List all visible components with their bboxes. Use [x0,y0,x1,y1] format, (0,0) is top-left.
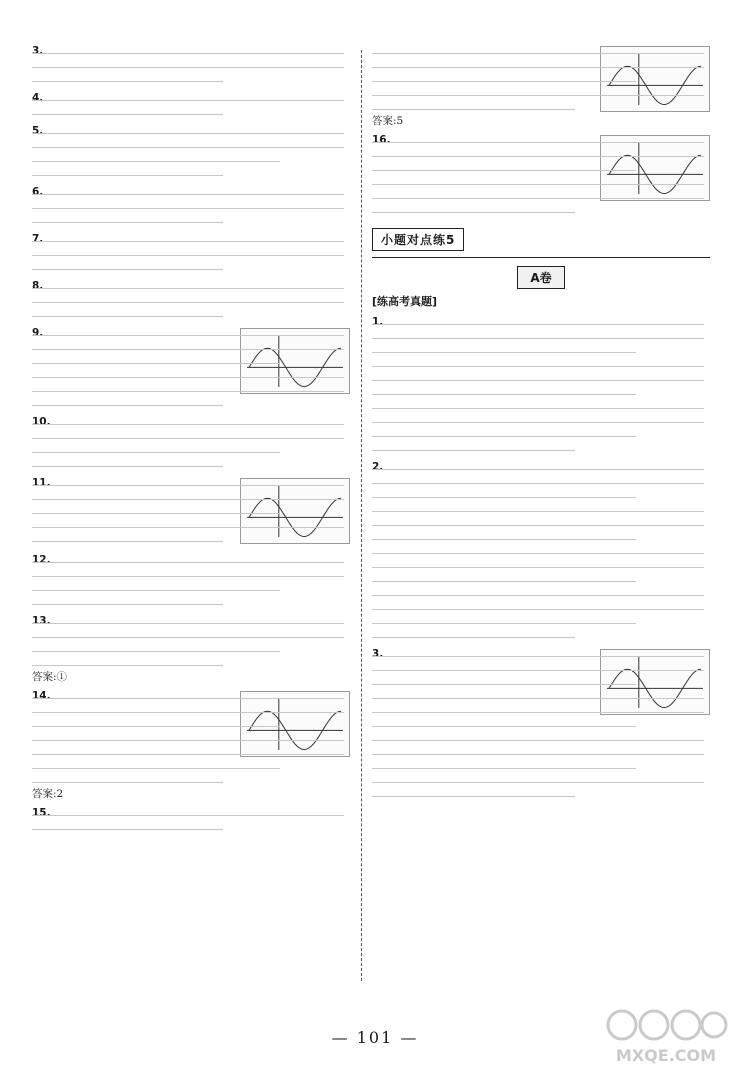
unreadable-line [372,661,710,675]
unreadable-line [32,595,350,609]
unreadable-line [32,382,350,396]
right-column [372,44,710,991]
unreadable-line [32,232,350,246]
item-number: 16. [372,134,391,146]
solution-item [32,806,350,834]
item-number: 4. [32,92,44,104]
page-number: — 101 — [331,1028,419,1047]
unreadable-line [372,357,710,371]
unreadable-line [32,553,350,567]
unreadable-line [32,91,350,105]
unreadable-line [32,532,350,546]
solution-item [32,614,350,684]
unreadable-line [372,731,710,745]
unreadable-line [32,443,350,457]
unreadable-line [372,787,710,801]
solution-item [32,232,350,274]
unreadable-line [372,745,710,759]
unreadable-line [32,260,350,274]
unreadable-line [372,516,710,530]
item-number: 8. [32,280,44,292]
unreadable-line [372,600,710,614]
solution-item [32,44,350,86]
unreadable-line [372,161,710,175]
item-number: 7. [32,233,44,245]
section-header [372,222,710,258]
solution-item [32,476,350,548]
unreadable-line [372,413,710,427]
unreadable-line [372,586,710,600]
unreadable-line [372,86,710,100]
solution-item [372,44,710,128]
unreadable-line [32,340,350,354]
unreadable-line [32,368,350,382]
unreadable-line [32,307,350,321]
unreadable-line [32,773,350,787]
unreadable-line [32,138,350,152]
unreadable-line [32,199,350,213]
unreadable-line [372,100,710,114]
unreadable-line [372,675,710,689]
solution-item [32,553,350,609]
section-title: 小题对点练5 [372,228,464,251]
unreadable-line [32,476,350,490]
unreadable-line [372,371,710,385]
left-column [32,44,350,991]
unreadable-line [372,628,710,642]
solution-item [32,279,350,321]
unreadable-line [372,441,710,455]
unreadable-line [32,166,350,180]
unreadable-line [372,203,710,217]
item-number: 5. [32,125,44,137]
solution-item [32,185,350,227]
unreadable-line [32,457,350,471]
answer-line: 答案:5 [372,115,404,127]
solution-item [32,415,350,471]
unreadable-line [32,504,350,518]
unreadable-line [372,759,710,773]
item-number: 3. [32,45,44,57]
unreadable-line [372,717,710,731]
unreadable-line [372,44,710,58]
unreadable-line [32,642,350,656]
item-number: 11. [32,477,51,489]
unreadable-line [372,474,710,488]
unreadable-line [32,58,350,72]
unreadable-line [372,773,710,787]
answer-line: 答案:2 [32,788,64,800]
solution-item [32,91,350,119]
unreadable-line [32,246,350,260]
unreadable-line [372,329,710,343]
unreadable-line [32,628,350,642]
unreadable-line [372,343,710,357]
unreadable-line [32,326,350,340]
item-number: 6. [32,186,44,198]
unreadable-line [32,415,350,429]
unreadable-line [32,72,350,86]
unreadable-line [32,490,350,504]
unreadable-line [372,572,710,586]
sub-title: [练高考真题] [372,295,438,308]
unreadable-line [372,544,710,558]
item-number: 1. [372,316,384,328]
volume-label-wrap [372,266,710,289]
unreadable-line [32,689,350,703]
unreadable-line [372,58,710,72]
unreadable-line [32,614,350,628]
unreadable-line [32,567,350,581]
unreadable-line [32,806,350,820]
unreadable-line [32,354,350,368]
unreadable-line [372,399,710,413]
unreadable-line [372,175,710,189]
item-number: 2. [372,461,384,473]
unreadable-line [372,315,710,329]
unreadable-line [32,44,350,58]
unreadable-line [32,820,350,834]
solution-item [372,647,710,801]
item-number: 12. [32,554,51,566]
unreadable-line [32,717,350,731]
unreadable-line [32,703,350,717]
unreadable-line [372,460,710,474]
unreadable-line [372,703,710,717]
unreadable-line [32,429,350,443]
unreadable-line [372,133,710,147]
unreadable-line [32,745,350,759]
unreadable-line [372,147,710,161]
watermark [602,1005,730,1065]
unreadable-line [372,488,710,502]
unreadable-line [372,558,710,572]
unreadable-line [32,656,350,670]
unreadable-line [372,385,710,399]
unreadable-line [372,72,710,86]
solution-item [372,315,710,455]
solution-item [372,133,710,217]
unreadable-line [32,293,350,307]
unreadable-line [32,759,350,773]
unreadable-line [372,647,710,661]
solution-item [32,326,350,410]
unreadable-line [32,518,350,532]
unreadable-line [32,396,350,410]
solution-item [32,124,350,180]
unreadable-line [372,502,710,516]
column-divider [361,50,362,981]
unreadable-line [32,105,350,119]
item-number: 13. [32,615,51,627]
unreadable-line [32,185,350,199]
unreadable-line [32,213,350,227]
watermark-logo-icon [602,1005,730,1045]
unreadable-line [32,581,350,595]
watermark-text: MXQE.COM [615,1046,717,1065]
volume-label: A卷 [517,266,564,289]
unreadable-line [372,689,710,703]
unreadable-line [372,189,710,203]
unreadable-line [372,530,710,544]
unreadable-line [32,124,350,138]
item-number: 3. [372,648,384,660]
unreadable-line [372,427,710,441]
item-number: 10. [32,416,51,428]
answer-line: 答案:① [32,671,68,683]
unreadable-line [32,731,350,745]
unreadable-line [372,614,710,628]
unreadable-line [32,279,350,293]
solution-item [372,460,710,642]
unreadable-line [32,152,350,166]
solution-item [32,689,350,801]
item-number: 9. [32,327,44,339]
item-number: 15. [32,807,51,819]
item-number: 14. [32,690,51,702]
